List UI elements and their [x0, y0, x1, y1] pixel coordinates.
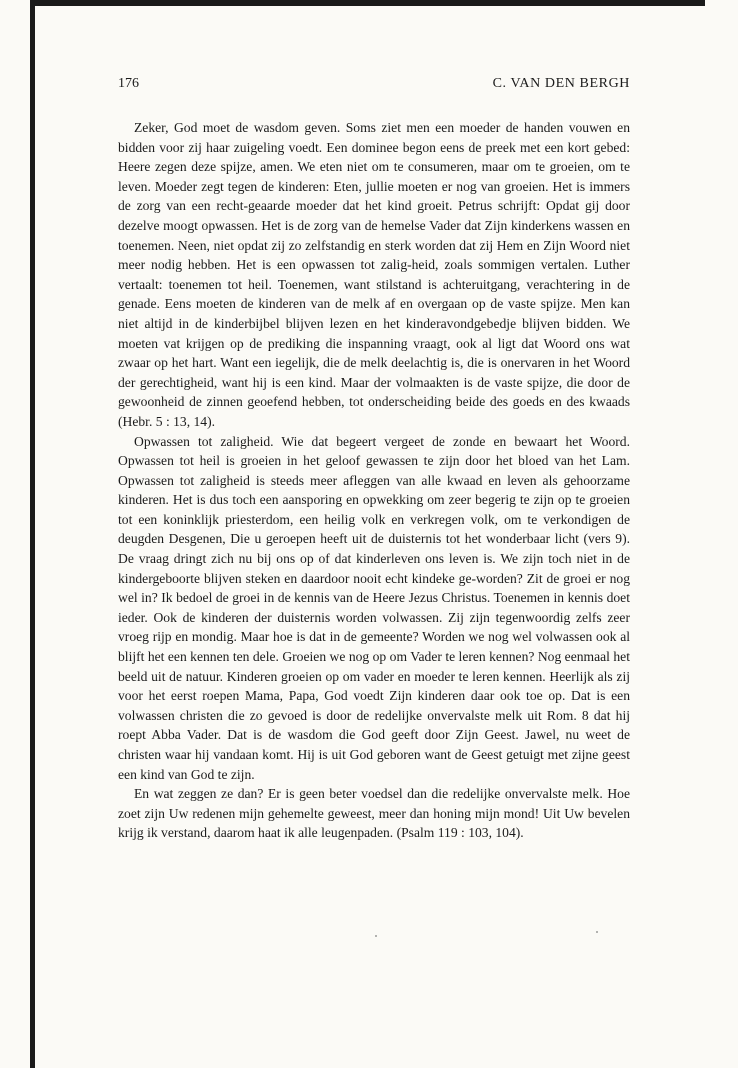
paragraph-1: Zeker, God moet de wasdom geven. Soms ziet men een moeder de handen vouwen en bidden voor zij haar zuigeling voedt. Een dominee begon eens de preek met een kort gebed: Heere zegen deze spijze, amen. We eten niet om te consumeren, maar om te groeien, om te leven. Moeder zegt tegen de kinderen: Eten, jullie moeten er nog van groeien. Het is immers de zorg van een recht-geaarde moeder dat het kind groeit. Petrus schrijft: Opdat gij door dezelve moogt opwassen. Het is de zorg van de hemelse Vader dat Zijn kinderkens wassen en toenemen. Neen, niet opdat zij zo zelfstandig en sterk worden dat zij Hem en Zijn Woord niet meer nodig hebben. Het is een opwassen tot zalig-heid, zoals sommigen vertalen. Luther vertaalt: toenemen tot heil. Toenemen, want stilstand is achteruitgang, verachtering in de genade. Eens moeten de kinderen van de melk af en overgaan op de vaste spijze. Men kan niet altijd in de kinderbijbel blijven lezen en het kinderavondgebedje blijven bidden. We moeten vat krijgen op de prediking die inspanning vraagt, ook al ligt dat Woord ons wat zwaar op het hart. Want een iegelijk, die de melk deelachtig is, die is onervaren in het Woord der gerechtigheid, want hij is een kind. Maar der volmaakten is de vaste spijze, die door de gewoonheid de zinnen geoefend hebben, tot onderscheiding beide des goeds en des kwaads (Hebr. 5 : 13, 14).: [118, 120, 630, 429]
scan-speck: [596, 931, 598, 933]
scan-speck: [375, 935, 377, 937]
running-head-author: C. VAN DEN BERGH: [492, 76, 630, 91]
page-header: [118, 76, 630, 94]
scan-left-edge: [30, 0, 35, 1068]
page-number: 176: [118, 76, 139, 91]
paragraph-3: En wat zeggen ze dan? Er is geen beter voedsel dan die redelijke onvervalste melk. Hoe zoet zijn Uw redenen mijn gehemelte geweest, meer dan honing mijn mond! Uit Uw bevelen krijg ik verstand, daarom haat ik alle leugenpaden. (Psalm 119 : 103, 104).: [118, 786, 630, 841]
body-text: [118, 118, 630, 843]
paragraph-2: Opwassen tot zaligheid. Wie dat begeert vergeet de zonde en bewaart het Woord. Opwassen tot heil is groeien in het geloof gewassen te zijn door het bloed van het Lam. Opwassen tot zaligheid is steeds meer afleggen van alle kwaad en leven als gehoorzame kinderen. Het is dus toch een aansporing en opwekking om zeer begerig te zijn op te groeien tot een koninklijk priesterdom, een heilig volk en verkregen volk, om te verkondigen de deugden Desgenen, Die u geroepen heeft uit de duisternis tot het wonderbaar licht (vers 9). De vraag dringt zich nu bij ons op of dat kinderleven ons leven is. We zijn toch niet in de kindergeboorte blijven steken en daardoor nooit echt kindeke ge-worden? Zit de groei er nog wel in? Ik bedoel de groei in de kennis van de Heere Jezus Christus. Toenemen in kennis doet ieder. Ook de kinderen der duisternis worden volwassen. Zij zijn tegenwoordig zelfs zeer vroeg rijp en mondig. Maar hoe is dat in de gemeente? Worden we nog wel volwassen ook al blijft het een kennen ten dele. Groeien we nog op om Vader te leren kennen? Nog eenmaal het beeld uit de natuur. Kinderen groeien op om vader en moeder te leren kennen. Heerlijk als zij voor het eerst roepen Mama, Papa, God voedt Zijn kinderen daar ook toe op. Dat is een volwassen christen die zo gevoed is door de redelijke onvervalste melk uit Rom. 8 dat hij roept Abba Vader. Dat is de wasdom die God geeft door Zijn Geest. Jawel, nu weet de christen waar hij vandaan komt. Hij is uit God geboren want de Geest getuigt met zijne geest een kind van God te zijn.: [118, 433, 630, 782]
scan-top-edge: [30, 0, 705, 6]
